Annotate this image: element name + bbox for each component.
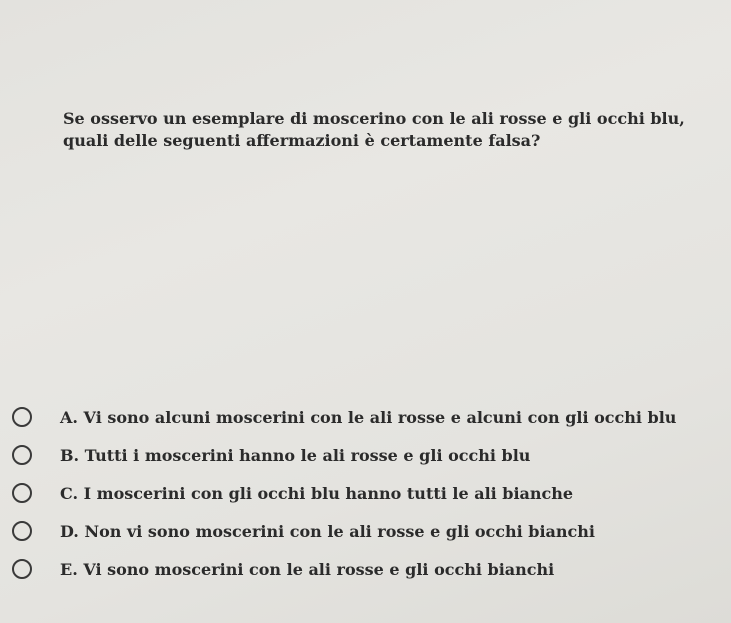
option-e[interactable] (12, 550, 722, 588)
option-d[interactable] (12, 512, 722, 550)
radio-button-e[interactable] (12, 559, 32, 579)
question-line-2: quali delle seguenti affermazioni è certamente falsa? (63, 131, 541, 150)
answer-options (12, 398, 722, 588)
option-d-label: D. Non vi sono moscerini con le ali rosse e gli occhi bianchi (60, 521, 595, 541)
option-b[interactable] (12, 436, 722, 474)
radio-button-a[interactable] (12, 407, 32, 427)
option-a-label: A. Vi sono alcuni moscerini con le ali rosse e alcuni con gli occhi blu (60, 407, 677, 427)
radio-button-c[interactable] (12, 483, 32, 503)
option-b-label: B. Tutti i moscerini hanno le ali rosse e gli occhi blu (60, 445, 531, 465)
option-e-label: E. Vi sono moscerini con le ali rosse e gli occhi bianchi (60, 559, 555, 579)
question-line-1: Se osservo un esemplare di moscerino con le ali rosse e gli occhi blu, (63, 109, 685, 128)
radio-button-b[interactable] (12, 445, 32, 465)
option-c[interactable] (12, 474, 722, 512)
option-a[interactable] (12, 398, 722, 436)
radio-button-d[interactable] (12, 521, 32, 541)
question-text (63, 108, 703, 152)
option-c-label: C. I moscerini con gli occhi blu hanno tutti le ali bianche (60, 483, 574, 503)
